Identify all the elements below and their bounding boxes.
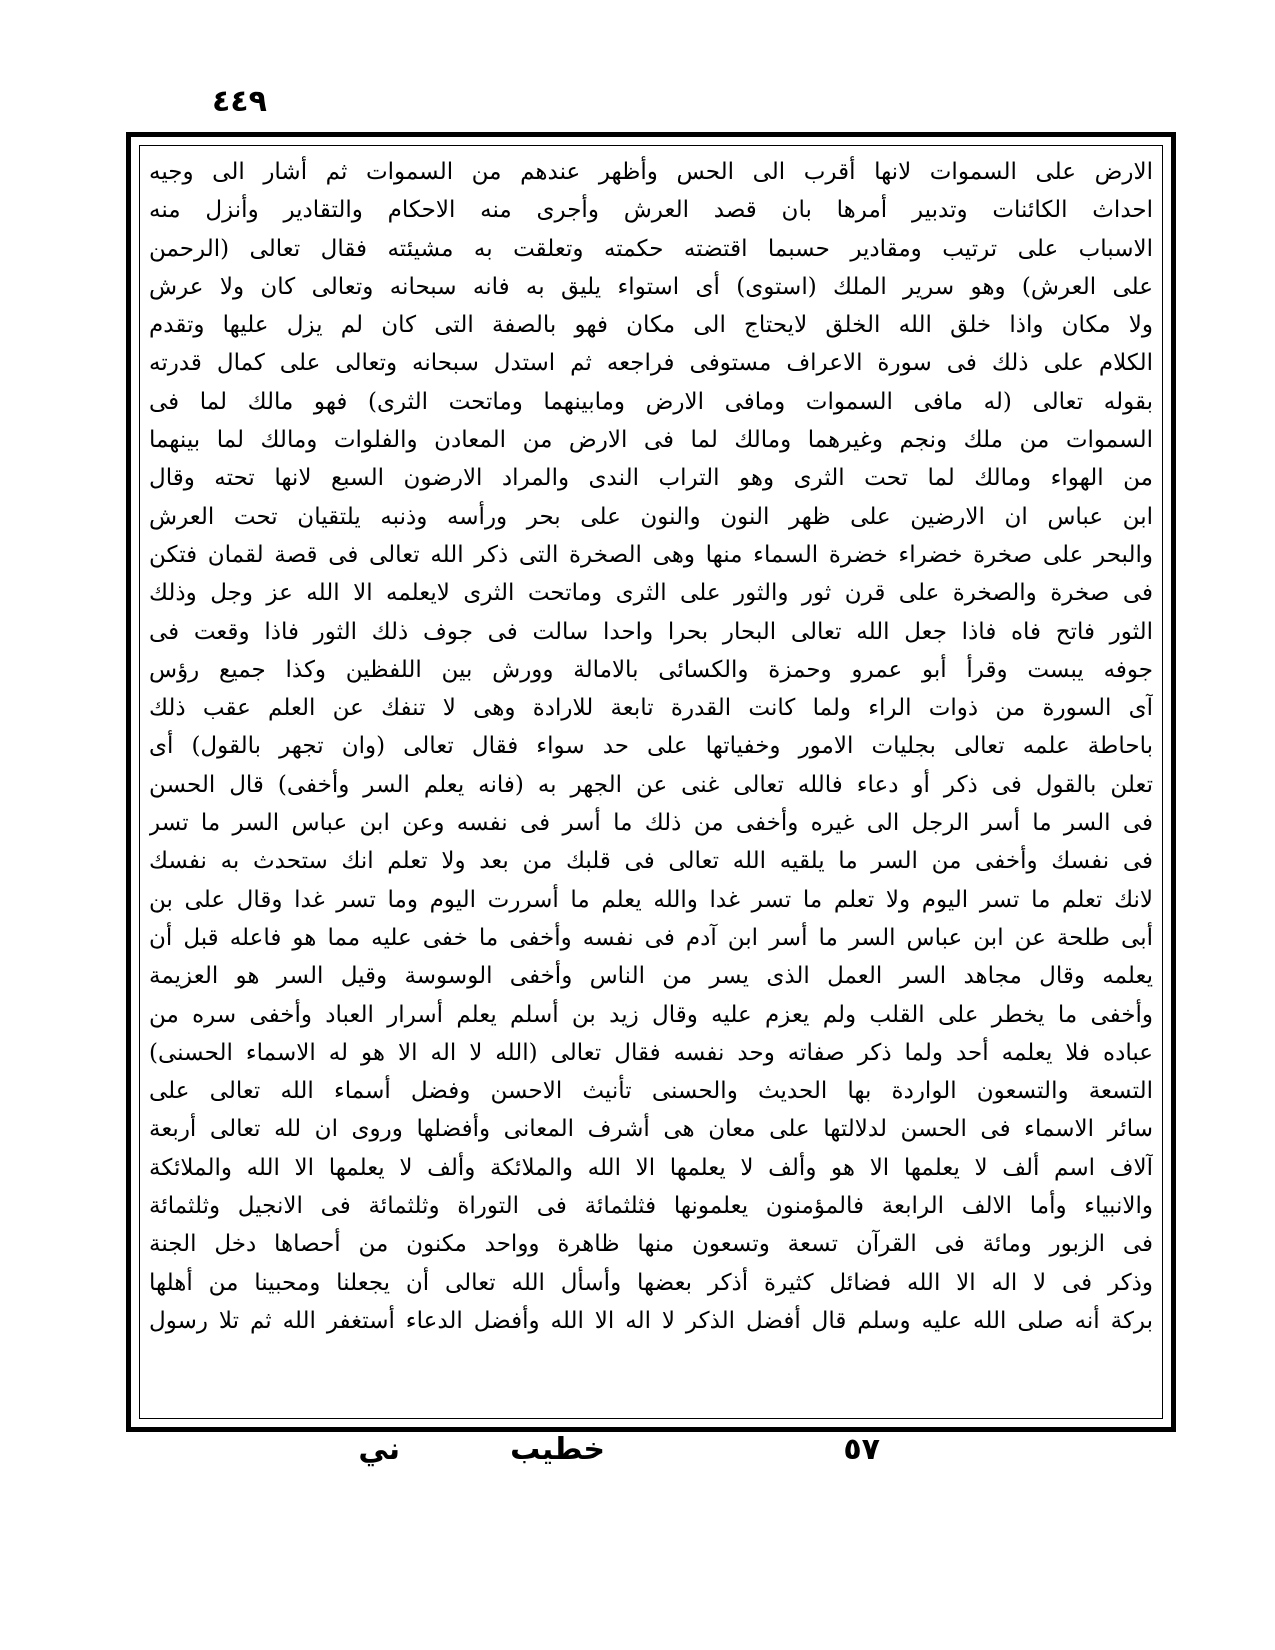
catchword: خطيب xyxy=(510,1432,605,1467)
text-line: والانبياء وأما الالف الرابعة فالمؤمنون يعلمونها فثلثمائة فى التوراة وثلثمائة فى الانجيل وثلثمائة xyxy=(149,1193,1153,1220)
text-line: جوفه يبست وقرأ أبو عمرو وحمزة والكسائى بالامالة وورش بين اللفظين وكذا جميع رؤس xyxy=(149,656,1153,683)
text-line: يعلمه وقال مجاهد السر العمل الذى يسر من الناس وأخفى الوسوسة وقيل السر هو العزيمة xyxy=(149,963,1153,990)
text-line: عباده فلا يعلمه أحد ولما ذكر صفاته وحد نفسه فقال تعالى (الله لا اله الا هو له الاسماء الحسنى) xyxy=(149,1039,1153,1066)
text-line: فى نفسك وأخفى من السر ما يلقيه الله تعالى فى قلبك من بعد ولا تعلم انك ستحدث به نفسك xyxy=(149,848,1153,875)
text-line: احداث الكائنات وتدبير أمرها بان قصد العرش وأجرى منه الاحكام والتقادير وأنزل منه xyxy=(149,197,1153,224)
text-line: ولا مكان واذا خلق الله الخلق لايحتاج الى مكان فهو بالصفة التى كان لم يزل عليها وتقدم xyxy=(149,312,1153,339)
text-line: سائر الاسماء فى الحسن لدلالتها على معان هى أشرف المعانى وأفضلها وروى ان لله تعالى أربعة xyxy=(149,1116,1153,1143)
text-line: لانك تعلم ما تسر اليوم ولا تعلم ما تسر غدا والله يعلم ما أسررت اليوم وما تسر غدا وقال على بن xyxy=(149,886,1153,913)
text-line: وذكر فى لا اله الا الله فضائل كثيرة أذكر بعضها وأسأل الله تعالى أن يجعلنا ومحبينا من أهلها xyxy=(149,1269,1153,1296)
text-line: بركة أنه صلى الله عليه وسلم قال أفضل الذكر لا اله الا الله وأفضل الدعاء أستغفر الله ثم تلا رسول xyxy=(149,1307,1153,1334)
text-line: التسعة والتسعون الواردة بها الحديث والحسنى تأنيث الاحسن وفضل أسماء الله تعالى على xyxy=(149,1078,1153,1105)
text-line: باحاطة علمه تعالى بجليات الامور وخفياتها على حد سواء فقال تعالى (وان تجهر بالقول) أى xyxy=(149,733,1153,760)
text-line: من الهواء ومالك لما تحت الثرى وهو التراب الندى والمراد الارضون السبع لانها تحته وقال xyxy=(149,465,1153,492)
text-line: تعلن بالقول فى ذكر أو دعاء فالله تعالى غنى عن الجهر به (فانه يعلم السر وأخفى) قال الحسن xyxy=(149,771,1153,798)
text-frame xyxy=(126,132,1176,1432)
page-number: ٤٤٩ xyxy=(212,84,267,119)
text-line: فى الزبور ومائة فى القرآن تسعة وتسعون منها ظاهرة وواحد مكنون من أحصاها دخل الجنة xyxy=(149,1231,1153,1258)
text-line: بقوله تعالى (له مافى السموات ومافى الارض ومابينهما وماتحت الثرى) فهو مالك لما فى xyxy=(149,388,1153,415)
text-line: آى السورة من ذوات الراء ولما كانت القدرة تابعة للارادة وهى لا تنفك عن العلم عقب ذلك xyxy=(149,695,1153,722)
text-line: ابن عباس ان الارضين على ظهر النون والنون على بحر ورأسه وذنبه يلتقيان تحت العرش xyxy=(149,503,1153,530)
text-line: الثور فاتح فاه فاذا جعل الله تعالى البحار بحرا واحدا سالت فى جوف ذلك الثور فاذا وقعت فى xyxy=(149,618,1153,645)
text-line: الاسباب على ترتيب ومقادير حسبما اقتضته حكمته وتعلقت به مشيئته فقال تعالى (الرحمن xyxy=(149,235,1153,262)
volume-mark: ني xyxy=(358,1432,400,1467)
text-line: والبحر على صخرة خضراء خضرة السماء منها وهى الصخرة التى ذكر الله تعالى فى قصة لقمان فتكن xyxy=(149,541,1153,568)
text-line: آلاف اسم ألف لا يعلمها الا هو وألف لا يعلمها الا الله والملائكة وألف لا يعلمها الا الله والملائكة xyxy=(149,1154,1153,1181)
text-line: الارض على السموات لانها أقرب الى الحس وأظهر عندهم من السموات ثم أشار الى وجيه xyxy=(149,159,1153,185)
text-line: فى السر ما أسر الرجل الى غيره وأخفى من ذلك ما أسر فى نفسه وعن ابن عباس السر ما تسر xyxy=(149,810,1153,837)
text-line: فى صخرة والصخرة على قرن ثور والثور على الثرى وماتحت الثرى لايعلمه الا الله عز وجل وذلك xyxy=(149,580,1153,607)
text-line: السموات من ملك ونجم وغيرهما ومالك لما فى الارض من المعادن والفلوات ومالك لما بينهما xyxy=(149,427,1153,454)
page-footer xyxy=(0,1432,1275,1492)
text-line: أبى طلحة عن ابن عباس السر ما أسر ابن آدم فى نفسه وأخفى ما خفى عليه مما هو فاعله قبل أن xyxy=(149,924,1153,951)
text-line: وأخفى ما يخطر على القلب ولم يعزم عليه وقال زيد بن أسلم يعلم أسرار العباد وأخفى سره من xyxy=(149,1001,1153,1028)
text-line: الكلام على ذلك فى سورة الاعراف مستوفى فراجعه ثم استدل سبحانه وتعالى على كمال قدرته xyxy=(149,350,1153,377)
text-body xyxy=(149,153,1153,1340)
signature-number: ٥٧ xyxy=(843,1432,880,1467)
text-line: على العرش) وهو سرير الملك (استوى) أى استواء يليق به فانه سبحانه وتعالى كان ولا عرش xyxy=(149,273,1153,300)
